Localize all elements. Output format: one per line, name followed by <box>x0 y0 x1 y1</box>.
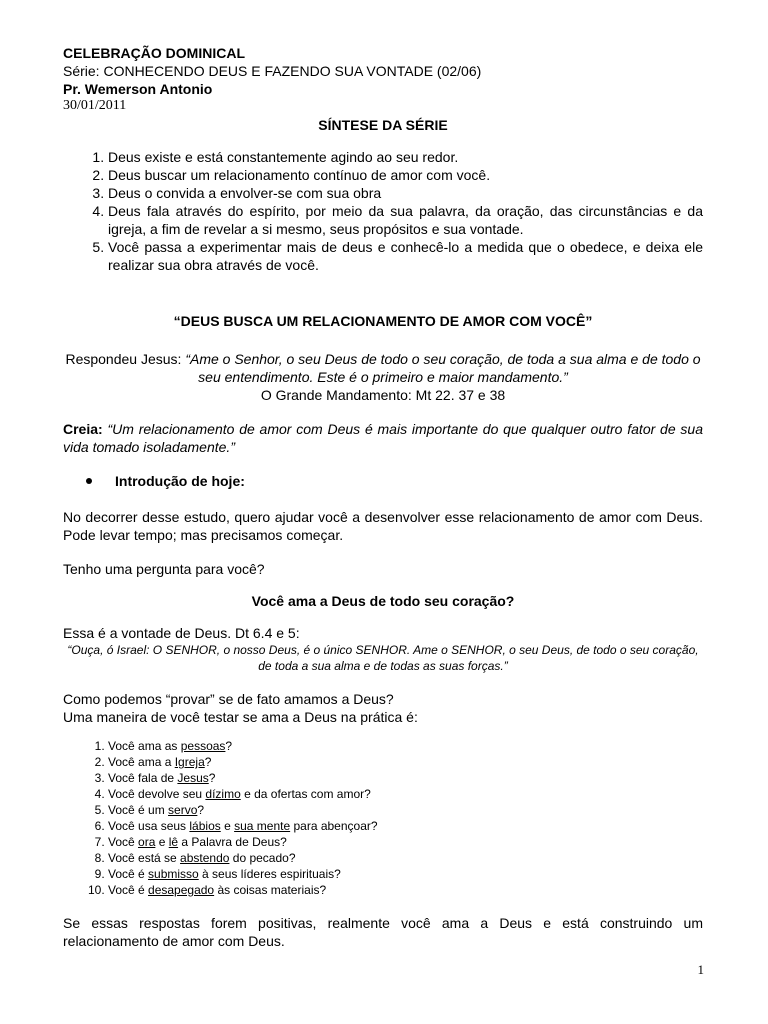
prove-line-2: Uma maneira de você testar se ama a Deus na prática é: <box>63 709 418 725</box>
quote-text: “Ame o Senhor, o seu Deus de todo o seu coração, de toda a sua alma e de todo o seu entendimento. Este é o primeiro e maior mandamento.” <box>185 351 701 385</box>
list-item: 9. Você é submisso à seus líderes espirituais? <box>108 866 703 882</box>
question-title: Você ama a Deus de todo seu coração? <box>251 593 515 609</box>
creia-text: “Um relacionamento de amor com Deus é mais importante do que qualquer outro fator de sua vida tomado isoladamente.” <box>63 421 703 455</box>
bullet-icon <box>86 478 92 484</box>
creia-paragraph <box>63 420 703 456</box>
section-title: “DEUS BUSCA UM RELACIONAMENTO DE AMOR COM VOCÊ” <box>173 313 593 329</box>
list-item: 10. Você é desapegado às coisas materiais? <box>108 882 703 898</box>
creia-label: Creia: <box>63 421 103 437</box>
list-item: 3. Você fala de Jesus? <box>108 770 703 786</box>
quiz-list <box>63 738 703 898</box>
document-page <box>63 44 703 950</box>
dt-quote: “Ouça, ó Israel: O SENHOR, o nosso Deus, é o único SENHOR. Ame o SENHOR, o seu Deus, de todo o seu coração, de toda a sua alma e de todas as suas forças.” <box>67 643 699 673</box>
list-item: 1. Deus existe e está constantemente agindo ao seu redor. <box>108 148 703 166</box>
intro-heading-row <box>63 472 703 490</box>
header-date: 30/01/2011 <box>63 98 127 113</box>
list-item: 5. Você passa a experimentar mais de deus e conhecê-lo a medida que o obedece, e deixa ele realizar sua obra através de você. <box>108 238 703 274</box>
quote-reference: O Grande Mandamento: Mt 22. 37 e 38 <box>260 387 506 403</box>
list-item: 6. Você usa seus lábios e sua mente para abençoar? <box>108 818 703 834</box>
intro-heading: Introdução de hoje: <box>115 473 245 489</box>
synthesis-title: SÍNTESE DA SÉRIE <box>318 117 448 133</box>
list-item: 4. Deus fala através do espírito, por meio da sua palavra, da oração, das circunstâncias e da igreja, a fim de revelar a si mesmo, seus propósitos e sua vontade. <box>108 202 703 238</box>
list-item: 2. Você ama a Igreja? <box>108 754 703 770</box>
question-lead: Tenho uma pergunta para você? <box>63 561 265 577</box>
list-item: 2. Deus buscar um relacionamento contínuo de amor com você. <box>108 166 703 184</box>
prove-line-1: Como podemos “provar” se de fato amamos a Deus? <box>63 691 394 707</box>
list-item: 4. Você devolve seu dízimo e da ofertas com amor? <box>108 786 703 802</box>
header-author: Pr. Wemerson Antonio <box>63 81 213 97</box>
header-series: Série: CONHECENDO DEUS E FAZENDO SUA VONTADE (02/06) <box>63 63 482 79</box>
list-item: 3. Deus o convida a envolver-se com sua obra <box>108 184 703 202</box>
header-title: CELEBRAÇÃO DOMINICAL <box>63 45 245 61</box>
intro-text: No decorrer desse estudo, quero ajudar você a desenvolver esse relacionamento de amor com Deus. Pode levar tempo; mas precisamos começar. <box>63 509 703 543</box>
conclusion: Se essas respostas forem positivas, realmente você ama a Deus e está construindo um relacionamento de amor com Deus. <box>63 915 703 949</box>
quote-lead: Respondeu Jesus: <box>65 351 186 367</box>
page-number: 1 <box>697 962 704 977</box>
jesus-quote <box>63 350 703 404</box>
list-item: 7. Você ora e lê a Palavra de Deus? <box>108 834 703 850</box>
dt-lead: Essa é a vontade de Deus. Dt 6.4 e 5: <box>63 625 300 641</box>
list-item: 1. Você ama as pessoas? <box>108 738 703 754</box>
list-item: 5. Você é um servo? <box>108 802 703 818</box>
synthesis-list <box>63 148 703 274</box>
list-item: 8. Você está se abstendo do pecado? <box>108 850 703 866</box>
